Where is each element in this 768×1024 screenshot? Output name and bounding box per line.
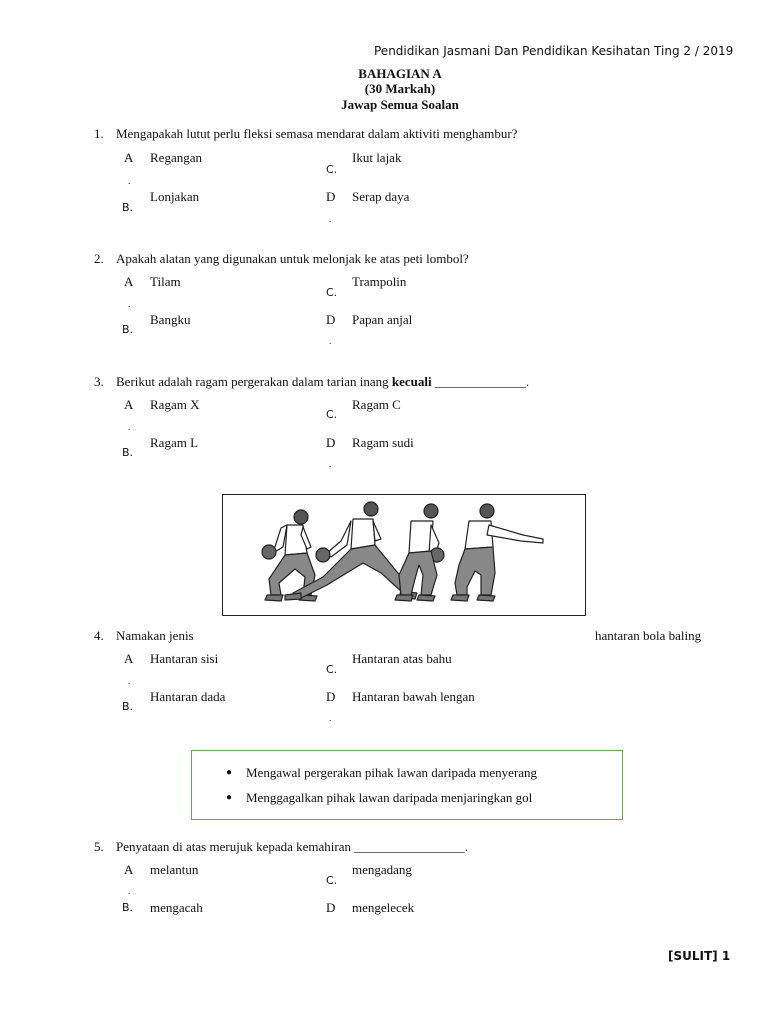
option-c-text: mengadang bbox=[352, 862, 412, 877]
option-dot: . bbox=[128, 299, 131, 309]
question-text-end: hantaran bola baling bbox=[595, 628, 702, 643]
option-letter-a: A bbox=[124, 274, 134, 289]
option-dot: . bbox=[329, 713, 332, 723]
option-b-text: Lonjakan bbox=[150, 189, 200, 204]
question-text-start: Berikut adalah ragam pergerakan dalam tarian inang bbox=[116, 374, 392, 389]
option-letter-d: D bbox=[326, 689, 336, 704]
option-letter-c: C. bbox=[326, 874, 338, 887]
section-title: BAHAGIAN A bbox=[358, 66, 442, 81]
option-letter-a: A bbox=[124, 397, 134, 412]
player-figure-4 bbox=[451, 504, 543, 601]
option-d-text: mengelecek bbox=[352, 900, 415, 915]
marks-label: (30 Markah) bbox=[364, 81, 436, 96]
option-letter-d: D bbox=[326, 189, 336, 204]
option-letter-b: B. bbox=[122, 446, 134, 459]
option-a-text: Hantaran sisi bbox=[150, 651, 219, 666]
question-text-emphasis: kecuali bbox=[391, 374, 432, 389]
question-text: Penyataan di atas merujuk kepada kemahiran _________________. bbox=[116, 839, 468, 854]
question-number: 3. bbox=[94, 374, 104, 389]
player-figure-3 bbox=[395, 504, 444, 601]
option-letter-c: C. bbox=[326, 663, 338, 676]
option-c-text: Ikut lajak bbox=[352, 150, 402, 165]
question-text bbox=[116, 374, 529, 390]
option-d-text: Hantaran bawah lengan bbox=[352, 689, 475, 704]
option-dot: . bbox=[128, 176, 131, 186]
question-text: Mengapakah lutut perlu fleksi semasa mendarat dalam aktiviti menghambur? bbox=[116, 126, 518, 141]
option-letter-c: C. bbox=[326, 286, 338, 299]
option-letter-d: D bbox=[326, 900, 336, 915]
option-b-text: mengacah bbox=[150, 900, 203, 915]
option-d-text: Papan anjal bbox=[352, 312, 413, 327]
option-b-text: Ragam L bbox=[150, 435, 199, 450]
option-letter-a: A bbox=[124, 651, 134, 666]
running-header: Pendidikan Jasmani Dan Pendidikan Kesihatan Ting 2 / 2019 bbox=[374, 44, 734, 58]
question-number: 4. bbox=[94, 628, 104, 643]
question-number: 1. bbox=[94, 126, 104, 141]
option-letter-d: D bbox=[326, 435, 336, 450]
option-dot: . bbox=[128, 886, 131, 896]
option-c-text: Ragam C bbox=[352, 397, 401, 412]
bullet-icon: ● bbox=[226, 767, 233, 778]
option-letter-b: B. bbox=[122, 901, 134, 914]
option-b-text: Bangku bbox=[150, 312, 191, 327]
question-text: Apakah alatan yang digunakan untuk melonjak ke atas peti lombol? bbox=[116, 251, 469, 266]
option-a-text: Tilam bbox=[150, 274, 181, 289]
option-dot: . bbox=[329, 214, 332, 224]
option-d-text: Ragam sudi bbox=[352, 435, 414, 450]
option-a-text: Regangan bbox=[150, 150, 202, 165]
question-text-end: ______________. bbox=[431, 374, 530, 389]
option-dot: . bbox=[329, 459, 332, 469]
option-c-text: Hantaran atas bahu bbox=[352, 651, 452, 666]
statement-box bbox=[191, 750, 623, 820]
statement-item: Menggagalkan pihak lawan daripada menjaringkan gol bbox=[246, 790, 533, 805]
option-letter-c: C. bbox=[326, 163, 338, 176]
option-dot: . bbox=[329, 336, 332, 346]
question-number: 5. bbox=[94, 839, 104, 854]
option-letter-b: B. bbox=[122, 700, 134, 713]
option-letter-c: C. bbox=[326, 408, 338, 421]
throwing-sequence-figure bbox=[222, 494, 586, 616]
option-letter-b: B. bbox=[122, 201, 134, 214]
option-letter-b: B. bbox=[122, 323, 134, 336]
question-text-start: Namakan jenis bbox=[116, 628, 194, 643]
option-dot: . bbox=[128, 676, 131, 686]
throwing-sequence-illustration bbox=[223, 495, 585, 615]
instruction-label: Jawap Semua Soalan bbox=[341, 97, 459, 112]
option-b-text: Hantaran dada bbox=[150, 689, 226, 704]
question-number: 2. bbox=[94, 251, 104, 266]
option-a-text: melantun bbox=[150, 862, 199, 877]
option-letter-a: A bbox=[124, 150, 134, 165]
bullet-icon: ● bbox=[226, 792, 233, 803]
option-letter-d: D bbox=[326, 312, 336, 327]
option-d-text: Serap daya bbox=[352, 189, 410, 204]
statement-item: Mengawal pergerakan pihak lawan daripada menyerang bbox=[246, 765, 538, 780]
option-letter-a: A bbox=[124, 862, 134, 877]
option-dot: . bbox=[128, 422, 131, 432]
page-footer: [SULIT] 1 bbox=[668, 949, 731, 963]
option-a-text: Ragam X bbox=[150, 397, 200, 412]
option-c-text: Trampolin bbox=[352, 274, 407, 289]
